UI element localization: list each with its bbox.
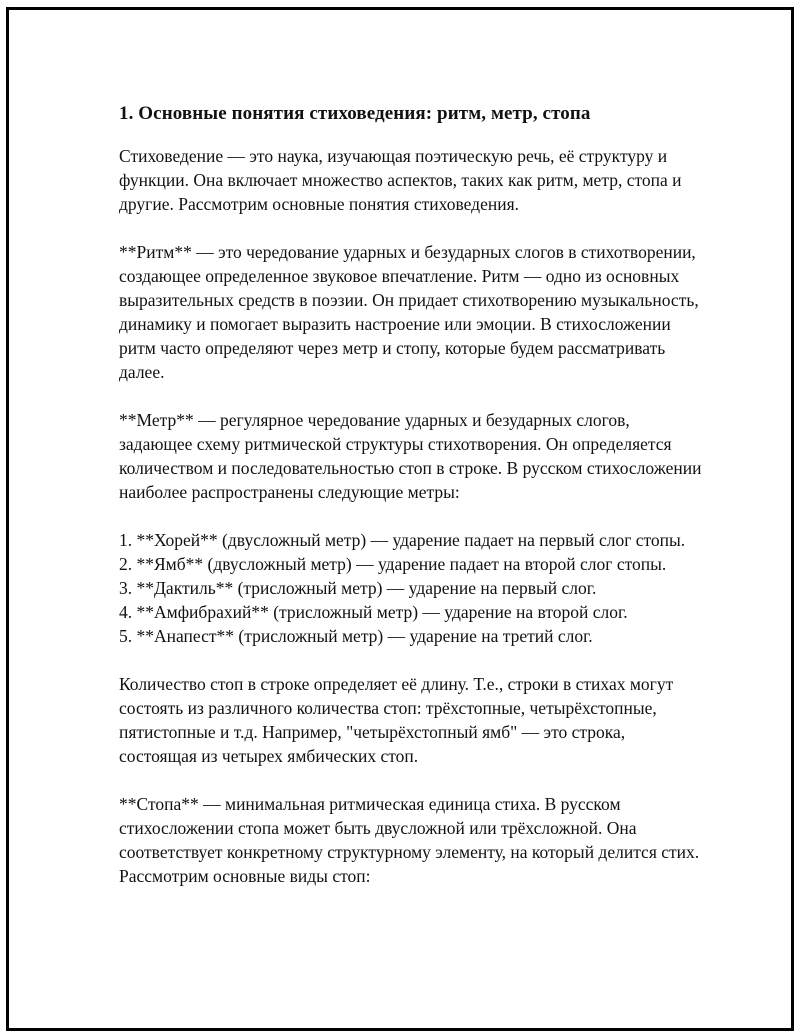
meters-list [119, 528, 704, 648]
foot-paragraph: **Стопа** — минимальная ритмическая единица стиха. В русском стихосложении стопа может быть двусложной или трёхсложной. Она соответствует конкретному структурному элементу, на который делится стих. Рассмотрим основные виды стоп: [119, 794, 700, 886]
rhythm-paragraph: **Ритм** — это чередование ударных и безударных слогов в стихотворении, создающее определенное звуковое впечатление. Ритм — одно из основных выразительных средств в поэзии. Он придает стихотворению музыкальность, динамику и помогает выразить настроение или эмоции. В стихосложении ритм часто определяют через метр и стопу, которые будем рассматривать далее. [119, 242, 699, 382]
page-border [6, 7, 794, 1031]
list-item: 2. **Ямб** (двусложный метр) — ударение падает на второй слог стопы. [119, 554, 667, 574]
meter-paragraph: **Метр** — регулярное чередование ударных и безударных слогов, задающее схему ритмической структуры стихотворения. Он определяется количеством и последовательностью стоп в строке. В русском стихосложении наиболее распространены следующие метры: [119, 410, 702, 502]
section-heading: 1. Основные понятия стиховедения: ритм, метр, стопа [119, 103, 591, 124]
list-item: 1. **Хорей** (двусложный метр) — ударение падает на первый слог стопы. [119, 530, 686, 550]
list-item: 4. **Амфибрахий** (трисложный метр) — ударение на второй слог. [119, 602, 628, 622]
intro-paragraph: Стиховедение — это наука, изучающая поэтическую речь, её структуру и функции. Она включает множество аспектов, таких как ритм, метр, стопа и другие. Рассмотрим основные понятия стиховедения. [119, 146, 682, 214]
list-item: 3. **Дактиль** (трисложный метр) — ударение на первый слог. [119, 578, 597, 598]
document-content [119, 102, 704, 888]
list-item: 5. **Анапест** (трисложный метр) — ударение на третий слог. [119, 626, 593, 646]
line-length-paragraph: Количество стоп в строке определяет её длину. Т.е., строки в стихах могут состоять из различного количества стоп: трёхстопные, четырёхстопные, пятистопные и т.д. Например, "четырёхстопный ямб" — это строка, состоящая из четырех ямбических стоп. [119, 674, 674, 766]
